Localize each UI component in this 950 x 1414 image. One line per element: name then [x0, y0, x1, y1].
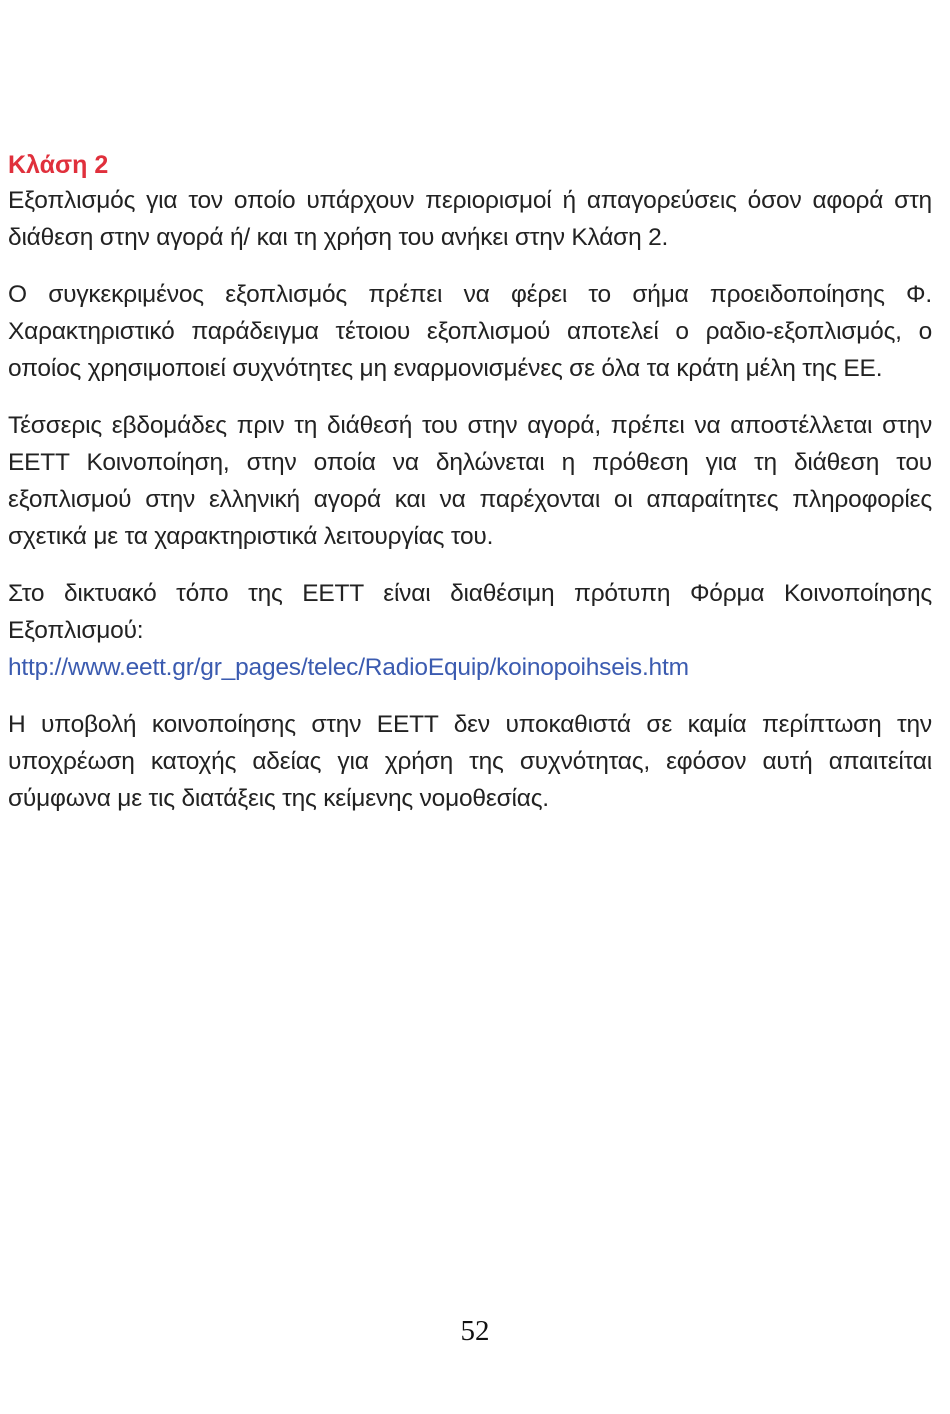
paragraph-license-obligation: Η υποβολή κοινοποίησης στην ΕΕΤΤ δεν υποκαθιστά σε καμία περίπτωση την υποχρέωση κατοχής αδείας για χρήση της συχνότητας, εφόσον αυτή απαιτείται σύμφωνα με τις διατάξεις της κείμενης νομοθεσίας. [8, 711, 932, 812]
paragraph-form-availability: Στο δικτυακό τόπο της ΕΕΤΤ είναι διαθέσιμη πρότυπη Φόρμα Κοινοποίησης Εξοπλισμού: [8, 580, 932, 644]
paragraph-warning-mark: Ο συγκεκριμένος εξοπλισμός πρέπει να φέρει το σήμα προειδοποίησης Φ. Χαρακτηριστικό παράδειγμα τέτοιου εξοπλισμού αποτελεί ο ραδιο-εξοπλισμός, ο οποίος χρησιμοποιεί συχνότητες μη εναρμονισμένες σε όλα τα κράτη μέλη της ΕΕ. [8, 281, 932, 382]
notification-form-link[interactable]: http://www.eett.gr/gr_pages/telec/RadioEquip/koinopoihseis.htm [8, 654, 689, 681]
page-number: 52 [460, 1315, 490, 1347]
document-body [8, 150, 932, 837]
paragraph-class-definition: Εξοπλισμός για τον οποίο υπάρχουν περιορισμοί ή απαγορεύσεις όσον αφορά στη διάθεση στην αγορά ή/ και τη χρήση του ανήκει στην Κλάση 2. [8, 187, 932, 251]
paragraph-notification: Τέσσερις εβδομάδες πριν τη διάθεσή του στην αγορά, πρέπει να αποστέλλεται στην ΕΕΤΤ Κοινοποίηση, στην οποία να δηλώνεται η πρόθεση για τη διάθεση του εξοπλισμού στην ελληνική αγορά και να παρέχονται οι απαραίτητες πληροφορίες σχετικά με τα χαρακτηριστικά λειτουργίας του. [8, 412, 932, 550]
section-heading: Κλάση 2 [8, 151, 109, 179]
